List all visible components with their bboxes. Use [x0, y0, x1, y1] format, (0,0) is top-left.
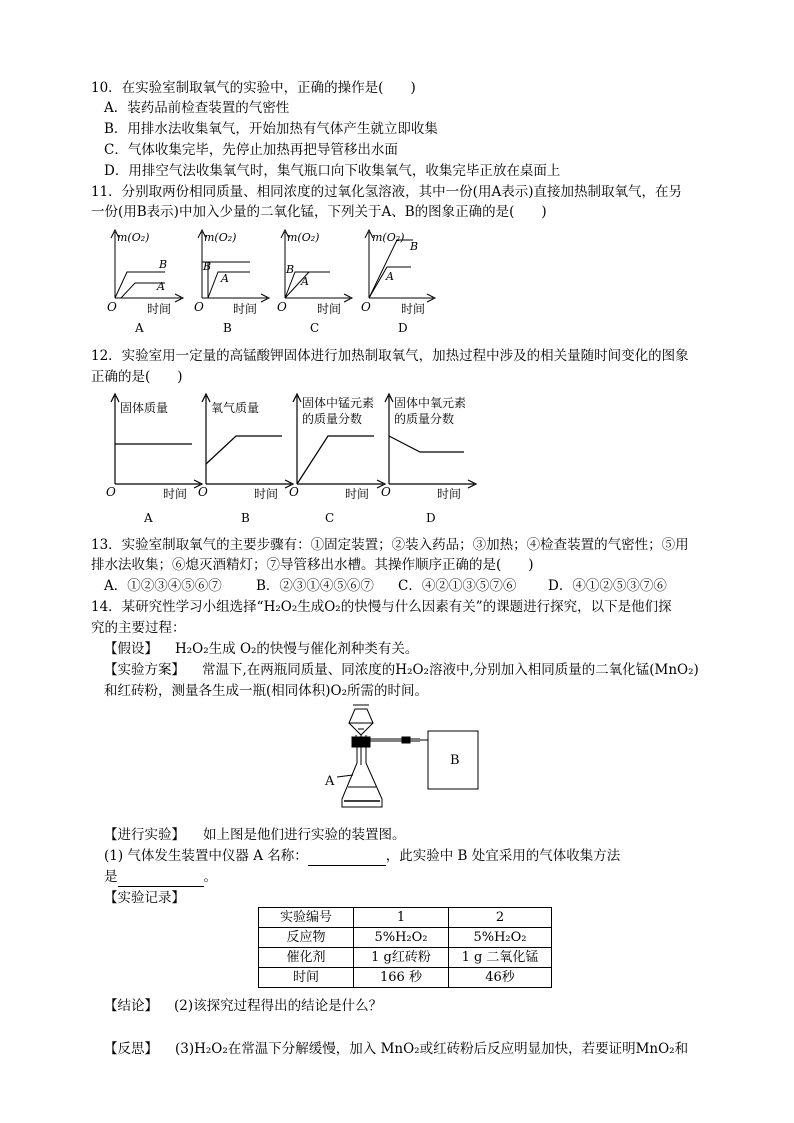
- q12-graph-c-line: [297, 436, 374, 484]
- q12-stem-line2: 正确的是( ): [91, 369, 183, 385]
- q11-ylabel-a: m(O₂): [117, 231, 150, 244]
- q11-d-label-b: B: [410, 240, 419, 253]
- q14-q1-line2-start: 是: [104, 869, 118, 885]
- q12-option-label-a: A: [144, 511, 153, 525]
- q11-origin-b: O: [194, 300, 204, 314]
- q14-plan-line2: 和红砖粉，测量各生成一瓶(相同体积)O₂所需的时间。: [104, 683, 429, 699]
- table-cell: 5%H₂O₂: [449, 928, 552, 948]
- q12-c-ylabel-1: 固体中锰元素: [302, 396, 375, 410]
- q12-b-ylabel: 氧气质量: [211, 401, 260, 415]
- q11-d-label-a: A: [386, 270, 394, 283]
- table-cell: 时间: [259, 968, 354, 988]
- q11-origin-a: O: [107, 300, 117, 314]
- q14-conduct-tag: 【进行实验】: [104, 827, 185, 843]
- table-row: [259, 928, 552, 948]
- table-header-cell: 实验编号: [259, 908, 354, 928]
- q10-option-a: A．装药品前检查装置的气密性: [104, 100, 290, 116]
- q13-stem-line1: 13．实验室制取氧气的主要步骤有：①固定装置；②装入药品；③加热；④检查装置的气密性；⑤用: [91, 537, 689, 553]
- q14-hypothesis-tag: 【假设】: [104, 641, 158, 657]
- q14-conduct: 如上图是他们进行实验的装置图。: [203, 827, 406, 843]
- q14-plan-line1: 常温下,在两瓶同质量、同浓度的H₂O₂溶液中,分别加入相同质量的二氧化锰(MnO₂): [202, 662, 699, 678]
- q12-xlabel-b: 时间: [254, 487, 279, 501]
- q14-plan-tag: 【实验方案】: [104, 662, 185, 678]
- q12-option-label-d: D: [426, 511, 436, 525]
- table-row: [259, 968, 552, 988]
- table-header-row: [259, 908, 552, 928]
- q12-graph-b-line: [206, 436, 282, 464]
- q11-xlabel-b: 时间: [233, 302, 258, 316]
- q14-hypothesis: H₂O₂生成 O₂的快慢与催化剂种类有关。: [175, 641, 419, 657]
- q11-option-label-c: C: [310, 321, 320, 335]
- q11-xlabel-d: 时间: [401, 302, 426, 316]
- q14-q1-line1: [104, 846, 620, 866]
- q12-d-ylabel-2: 的质量分数: [394, 412, 455, 426]
- q14-reflection-tag: 【反思】: [104, 1041, 158, 1057]
- q13-option-d: D．④①②⑤③⑦⑥: [548, 578, 667, 594]
- q12-origin-a: O: [106, 485, 116, 499]
- q14-stem-line1: 14．某研究性学习小组选择“H₂O₂生成O₂的快慢与什么因素有关”的课题进行探究，以下是他们探: [91, 599, 672, 615]
- q11-graph-d-curve-b: [369, 240, 413, 298]
- q11-ylabel-b: m(O₂): [204, 231, 237, 244]
- table-row: [259, 948, 552, 968]
- q14-stem-line2: 究的主要过程：: [91, 620, 186, 636]
- q14-record-tag: 【实验记录】: [104, 890, 185, 906]
- conical-flask: [342, 747, 382, 807]
- q12-option-label-c: C: [325, 511, 335, 525]
- q11-xlabel-c: 时间: [317, 302, 342, 316]
- q11-origin-d: O: [361, 300, 371, 314]
- q14-answer-blank-1[interactable]: [308, 851, 386, 866]
- q10-option-b: B．用排水法收集氧气，开始加热有气体产生就立即收集: [104, 121, 438, 137]
- table-cell: 46秒: [449, 968, 552, 988]
- q11-b-label-b: B: [203, 260, 212, 273]
- apparatus-label-b: B: [450, 753, 460, 768]
- q12-origin-d: O: [381, 485, 391, 499]
- q12-option-label-b: B: [241, 511, 250, 525]
- q12-origin-b: O: [198, 485, 208, 499]
- q12-xlabel-d: 时间: [437, 487, 462, 501]
- q14-conclusion: (2)该探究过程得出的结论是什么？: [174, 998, 383, 1014]
- q12-d-ylabel-1: 固体中氧元素: [394, 396, 467, 410]
- q11-a-label-a: A: [157, 280, 165, 293]
- q12-a-ylabel: 固体质量: [120, 401, 169, 415]
- apparatus-label-a: A: [325, 774, 335, 789]
- q11-graphs: [95, 228, 455, 338]
- q12-xlabel-c: 时间: [345, 487, 370, 501]
- q12-xlabel-a: 时间: [163, 487, 188, 501]
- table-cell: 5%H₂O₂: [354, 928, 449, 948]
- funnel-body: [349, 709, 373, 723]
- q12-origin-c: O: [289, 485, 299, 499]
- q11-xlabel-a: 时间: [147, 302, 172, 316]
- q11-ylabel-d: m(O₂): [372, 231, 405, 244]
- q10-stem: 10．在实验室制取氧气的实验中，正确的操作是( ): [91, 80, 416, 96]
- table-header-cell: 1: [354, 908, 449, 928]
- q11-option-label-a: A: [135, 321, 144, 335]
- q14-q1-line2: [104, 867, 217, 887]
- q10-option-c: C．气体收集完毕，先停止加热再把导管移出水面: [104, 142, 398, 158]
- q11-c-label-a: A: [301, 275, 309, 288]
- q11-option-label-b: B: [223, 321, 232, 335]
- q10-option-d: D．用排空气法收集氧气时，集气瓶口向下收集氧气，收集完毕正放在桌面上: [104, 163, 561, 179]
- q11-ylabel-c: m(O₂): [287, 231, 320, 244]
- q14-q1-end: 。: [203, 869, 217, 885]
- q12-stem-line1: 12．实验室用一定量的高锰酸钾固体进行加热制取氧气，加热过程中涉及的相关量随时间变化的图象: [91, 348, 689, 364]
- experiment-record-table: [258, 907, 552, 988]
- table-cell: 1 g红砖粉: [354, 948, 449, 968]
- q13-stem-line2: 排水法收集；⑥熄灭酒精灯；⑦导管移出水槽。其操作顺序正确的是( ): [91, 557, 534, 573]
- table-cell: 1 g 二氧化锰: [449, 948, 552, 968]
- q14-q1-part2: ，此实验中 B 处宜采用的气体收集方法: [385, 848, 621, 864]
- q11-a-label-b: B: [159, 258, 168, 271]
- q13-option-a: A．①②③④⑤⑥⑦: [104, 578, 222, 594]
- q14-conclusion-tag: 【结论】: [104, 998, 158, 1014]
- q12-graphs: [100, 392, 490, 530]
- q11-graph-b-curve-a: [208, 272, 250, 298]
- table-cell: 催化剂: [259, 948, 354, 968]
- q11-b-label-a: A: [221, 272, 229, 285]
- q14-reflection: (3)H₂O₂在常温下分解缓慢，加入 MnO₂或红砖粉后反应明显加快，若要证明MnO₂和: [175, 1041, 689, 1057]
- table-header-cell: 2: [449, 908, 552, 928]
- q11-stem-line1: 11．分别取两份相同质量、相同浓度的过氧化氢溶液，其中一份(用A表示)直接加热制取氧气，在另: [91, 184, 682, 200]
- q11-c-label-b: B: [286, 263, 295, 276]
- table-cell: 反应物: [259, 928, 354, 948]
- q14-answer-blank-2[interactable]: [118, 872, 204, 887]
- q11-option-label-d: D: [398, 321, 408, 335]
- table-cell: 166 秒: [354, 968, 449, 988]
- q11-origin-c: O: [277, 300, 287, 314]
- q14-q1-part1: (1) 气体发生装置中仪器 A 名称：: [104, 848, 308, 864]
- q13-option-b: B．②③①④⑤⑥⑦: [256, 578, 374, 594]
- q11-stem-line2: 一份(用B表示)中加入少量的二氧化锰，下列关于A、B的图象正确的是( ): [91, 204, 547, 220]
- q13-option-c: C．④②①③⑤⑦⑥: [398, 578, 517, 594]
- apparatus-figure: [320, 703, 490, 815]
- q12-c-ylabel-2: 的质量分数: [302, 412, 363, 426]
- q12-graph-d-line: [389, 436, 464, 452]
